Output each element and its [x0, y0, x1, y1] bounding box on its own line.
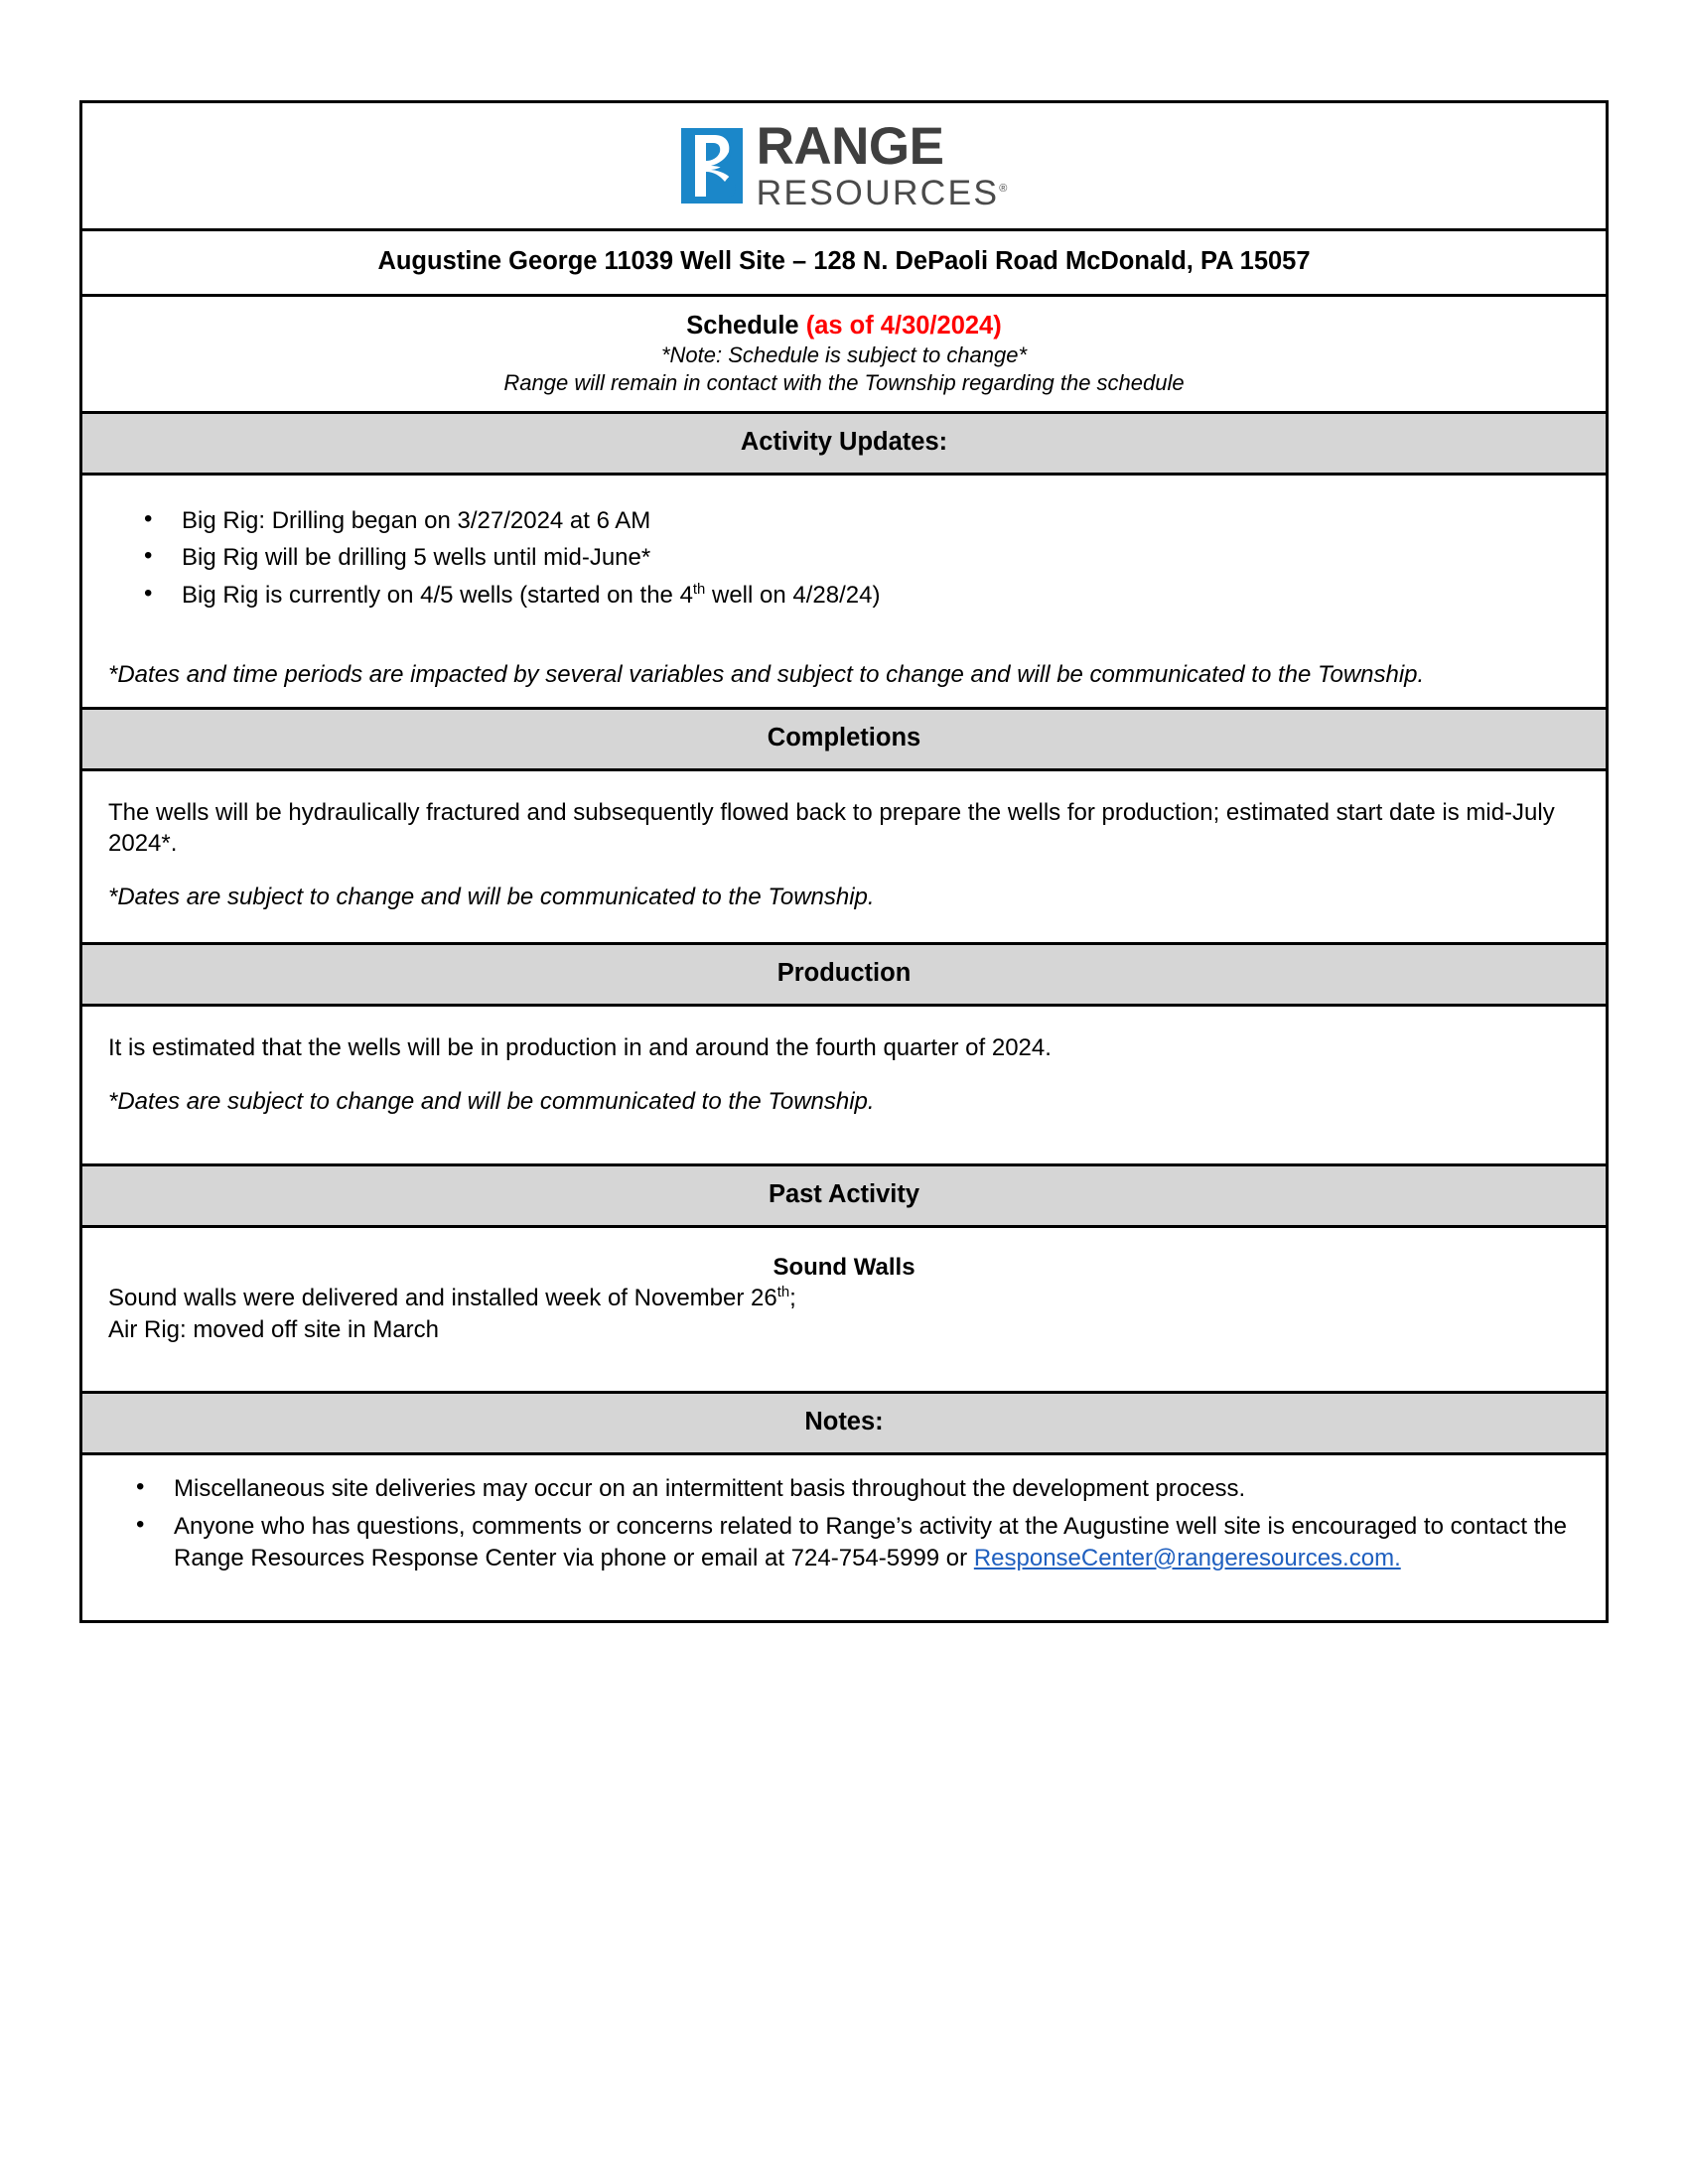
site-title: Augustine George 11039 Well Site – 128 N. DePaoli Road McDonald, PA 15057	[82, 231, 1606, 297]
notes-bullet-list	[108, 1473, 1580, 1574]
section-heading-production: Production	[82, 945, 1606, 1007]
past-activity-subheading: Sound Walls	[773, 1253, 915, 1281]
past-activity-body	[82, 1228, 1606, 1394]
logo-row	[82, 103, 1606, 231]
list-item: • Big Rig will be drilling 5 wells until mid-June*	[108, 542, 1580, 574]
notes-body	[82, 1455, 1606, 1620]
logo-wordmark	[756, 117, 1008, 213]
section-heading-completions: Completions	[82, 710, 1606, 771]
activity-bullet-list	[108, 505, 1580, 613]
schedule-line	[92, 310, 1596, 341]
section-heading-activity-updates: Activity Updates:	[82, 414, 1606, 476]
range-r-mark-icon	[681, 128, 743, 204]
production-footnote: *Dates are subject to change and will be communicated to the Township.	[108, 1087, 875, 1115]
schedule-label: Schedule	[686, 312, 806, 340]
response-center-email-link[interactable]: ResponseCenter@rangeresources.com.	[973, 1544, 1401, 1571]
range-resources-logo	[681, 117, 1008, 213]
completions-body	[82, 771, 1606, 945]
list-item: • Big Rig is currently on 4/5 wells (started on the 4th well on 4/28/24)	[108, 580, 1580, 612]
schedule-contact-note: Range will remain in contact with the Township regarding the schedule	[503, 369, 1185, 395]
activity-updates-body	[82, 476, 1606, 711]
schedule-table	[79, 100, 1609, 1623]
schedule-subject-note: *Note: Schedule is subject to change*	[660, 342, 1028, 368]
logo-word-range: RANGE	[756, 117, 944, 177]
air-rig-line: Air Rig: moved off site in March	[108, 1315, 440, 1343]
section-heading-notes: Notes:	[82, 1394, 1606, 1455]
sound-walls-line: Sound walls were delivered and installed week of November 26th;	[108, 1285, 796, 1312]
completions-footnote: *Dates are subject to change and will be communicated to the Township.	[108, 883, 875, 910]
registered-trademark-icon: ®	[999, 183, 1008, 196]
completions-text: The wells will be hydraulically fractured and subsequently flowed back to prepare the wells for production; estimated start date is mid-July 2024*.	[108, 799, 1555, 858]
ordinal-suffix: th	[692, 582, 706, 599]
schedule-header-row	[82, 297, 1606, 414]
list-item: • Miscellaneous site deliveries may occur on an intermittent basis throughout the development process.	[108, 1473, 1580, 1505]
logo-word-resources: RESOURCES®	[756, 173, 1008, 213]
list-item: • Big Rig: Drilling began on 3/27/2024 at 6 AM	[108, 505, 1580, 537]
schedule-as-of: (as of 4/30/2024)	[805, 312, 1002, 340]
activity-footnote: *Dates and time periods are impacted by several variables and subject to change and will be communicated to the Township.	[108, 661, 1425, 689]
production-body	[82, 1007, 1606, 1165]
list-item: • Anyone who has questions, comments or concerns related to Range’s activity at the Augustine well site is encouraged to contact the Range Resources Response Center via phone or email at 724-754-5999 or ResponseCenter@rangeresources.com.	[108, 1511, 1580, 1574]
ordinal-suffix: th	[776, 1285, 790, 1301]
section-heading-past-activity: Past Activity	[82, 1166, 1606, 1228]
production-text: It is estimated that the wells will be in production in and around the fourth quarter of 2024.	[108, 1034, 1052, 1062]
